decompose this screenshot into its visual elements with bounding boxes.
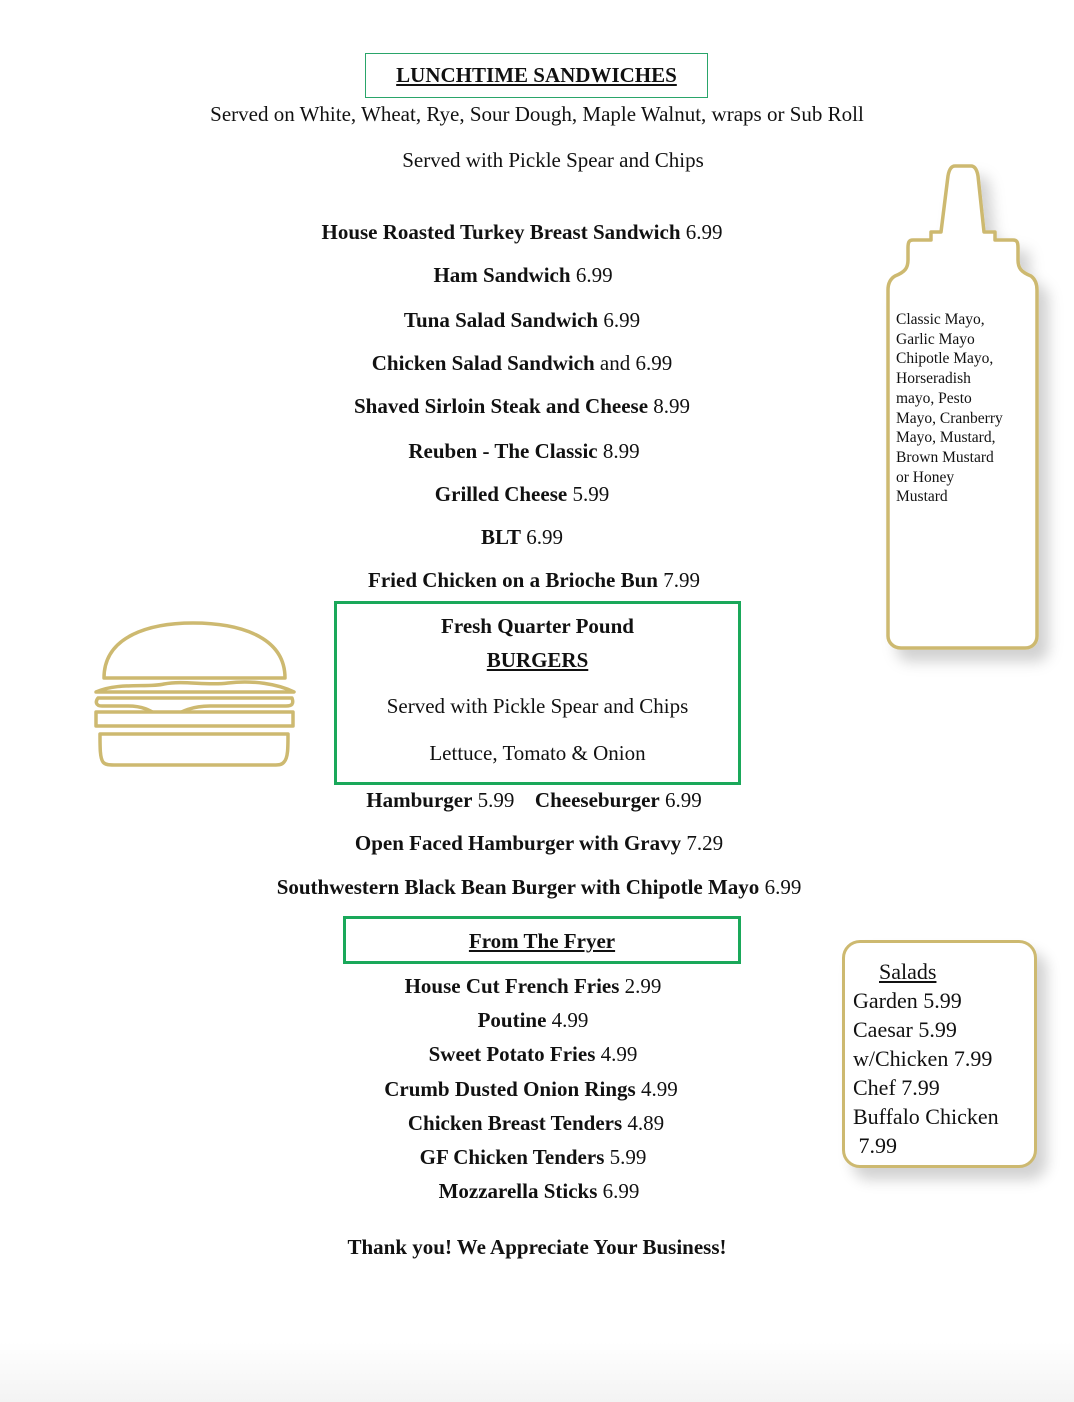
page-bottom-fade — [0, 1342, 1074, 1402]
cheeseburger-price: 6.99 — [664, 788, 702, 812]
sandwich-item-price: 6.99 — [630, 351, 673, 375]
condiment-line: Mayo, Mustard, — [896, 429, 996, 447]
salad-line: Caesar 5.99 — [853, 1017, 957, 1042]
burger-section-box — [334, 601, 741, 785]
fryer-item-price: 4.99 — [595, 1042, 638, 1066]
hamburger-name: Hamburger — [366, 788, 473, 812]
fryer-item-price: 4.99 — [635, 1077, 678, 1101]
salad-line: 7.99 — [853, 1133, 897, 1158]
condiment-line: Classic Mayo, — [896, 311, 985, 328]
thank-you-text: Thank you! We Appreciate Your Business! — [347, 1235, 727, 1259]
fryer-item-name: House Cut French Fries — [404, 974, 620, 998]
sandwich-item-name: Shaved Sirloin Steak and Cheese — [353, 394, 649, 418]
burger-item-price: 7.29 — [681, 831, 724, 855]
sandwich-item-name: Chicken Salad Sandwich — [371, 351, 595, 375]
bread-options: Served on White, Wheat, Rye, Sour Dough, Maple Walnut, wraps or Sub Roll — [210, 102, 864, 126]
burger-icon — [88, 618, 303, 778]
sandwich-item-name: Grilled Cheese — [434, 482, 568, 506]
fryer-item-price: 4.99 — [546, 1008, 589, 1032]
sandwich-item-price: 7.99 — [657, 568, 700, 592]
sandwich-item-price: 6.99 — [598, 308, 641, 332]
burger-pair-line — [0, 788, 1071, 813]
burger-item-price: 6.99 — [759, 875, 802, 899]
condiment-line: Mustard — [896, 488, 948, 506]
thank-you-message — [0, 1235, 1074, 1260]
fryer-heading: From The Fryer — [468, 929, 616, 953]
condiment-line: mayo, Pesto — [896, 389, 972, 407]
menu-title: LUNCHTIME SANDWICHES — [396, 63, 677, 87]
salad-line: Garden 5.99 — [853, 988, 962, 1013]
burger-item — [2, 831, 1074, 856]
salad-line: w/Chicken 7.99 — [853, 1046, 993, 1071]
sandwich-item-name: Ham Sandwich — [433, 263, 571, 287]
sandwich-item-name: Fried Chicken on a Brioche Bun — [368, 568, 658, 592]
fryer-item-price: 2.99 — [619, 974, 662, 998]
burger-item-name: Southwestern Black Bean Burger with Chipotle Mayo — [276, 875, 760, 899]
sandwich-item-price: 8.99 — [597, 439, 640, 463]
salad-line: Buffalo Chicken — [853, 1104, 999, 1129]
condiment-line: Garlic Mayo — [896, 330, 975, 348]
burger-heading-line1: Fresh Quarter Pound — [441, 614, 634, 638]
sandwich-item-price: 6.99 — [680, 220, 723, 244]
burger-item-name: Open Faced Hamburger with Gravy — [354, 831, 682, 855]
condiment-line: Chipotle Mayo, — [896, 350, 994, 368]
sandwich-item-price: 5.99 — [567, 482, 610, 506]
fryer-item-name: Poutine — [477, 1008, 547, 1032]
cheeseburger-name: Cheeseburger — [534, 788, 660, 812]
fryer-item-name: Mozzarella Sticks — [438, 1179, 598, 1203]
condiment-list — [896, 310, 1026, 507]
sandwich-item-name: Reuben - The Classic — [408, 439, 598, 463]
sandwich-item-suffix: and — [594, 351, 631, 375]
fryer-item — [2, 1179, 1074, 1204]
sandwich-item-name: House Roasted Turkey Breast Sandwich — [321, 220, 681, 244]
burger-toppings: Lettuce, Tomato & Onion — [429, 741, 646, 765]
salads-box — [842, 940, 1037, 1168]
fryer-item-price: 6.99 — [597, 1179, 640, 1203]
condiment-line: Horseradish — [896, 370, 971, 388]
sandwich-item-name: BLT — [480, 525, 522, 549]
fryer-item-price: 4.89 — [622, 1111, 665, 1135]
hamburger-price: 5.99 — [477, 788, 515, 812]
salad-line: Chef 7.99 — [853, 1075, 940, 1100]
sandwich-item-price: 8.99 — [648, 394, 691, 418]
condiment-line: or Honey — [896, 468, 955, 486]
salads-heading: Salads — [879, 959, 937, 984]
sandwich-item-price: 6.99 — [521, 525, 564, 549]
sandwich-sides: Served with Pickle Spear and Chips — [402, 148, 704, 172]
condiment-line: Brown Mustard — [896, 448, 994, 466]
fryer-item-price: 5.99 — [604, 1145, 647, 1169]
fryer-item-name: Sweet Potato Fries — [428, 1042, 596, 1066]
sandwich-item-price: 6.99 — [570, 263, 613, 287]
burger-heading: BURGERS — [486, 648, 589, 672]
menu-title-box — [365, 53, 708, 98]
fryer-item-name: Crumb Dusted Onion Rings — [384, 1077, 636, 1101]
fryer-item-name: Chicken Breast Tenders — [407, 1111, 623, 1135]
condiment-line: Mayo, Cranberry — [896, 409, 1003, 427]
sandwich-item-name: Tuna Salad Sandwich — [403, 308, 599, 332]
burger-sides: Served with Pickle Spear and Chips — [386, 694, 689, 718]
burger-item — [2, 875, 1074, 900]
fryer-section-box — [343, 916, 741, 964]
fryer-item-name: GF Chicken Tenders — [419, 1145, 605, 1169]
